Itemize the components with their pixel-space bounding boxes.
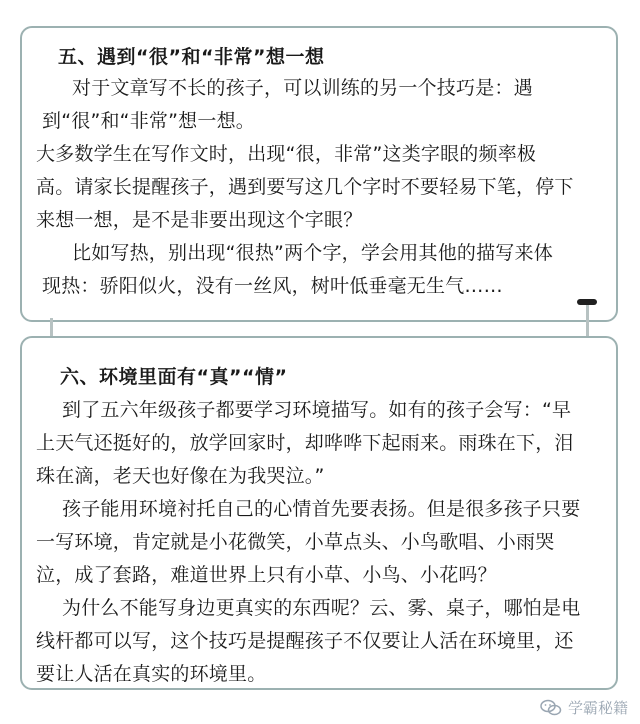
text-line: 珠在滴，老天也好像在为我哭泣。”: [36, 465, 325, 487]
section-6-title: 六、环境里面有“真”“情”: [60, 366, 288, 388]
wechat-icon: [540, 699, 562, 717]
text-line: 现热：骄阳似火，没有一丝风，树叶低垂毫无生气……: [42, 275, 503, 297]
text-line: 孩子能用环境衬托自己的心情首先要表扬。但是很多孩子只要: [62, 498, 581, 520]
section-6-card: [20, 336, 618, 690]
text-line: 到“很”和“非常”想一想。: [42, 110, 255, 132]
section-5-paragraph-2: [36, 138, 574, 237]
watermark-text: 学霸秘籍: [567, 699, 628, 717]
text-line: 要让人活在真实的环境里。: [36, 663, 267, 685]
section-6-paragraph-2: [36, 493, 581, 592]
text-line: 来想一想，是不是非要出现这个字眼？: [36, 209, 363, 231]
text-line: 大多数学生在写作文时，出现“很，非常”这类字眼的频率极: [36, 143, 537, 165]
section-6-paragraph-3: [36, 592, 581, 691]
section-5-card: [20, 26, 618, 322]
section-5-title: 五、遇到“很”和“非常”想一想: [58, 46, 325, 68]
text-line: 比如写热，别出现“很热”两个字，学会用其他的描写来体: [72, 242, 553, 264]
section-5-paragraph-1: [42, 72, 533, 138]
text-line: 线杆都可以写，这个技巧是提醒孩子不仅要让人活在环境里，还: [36, 630, 574, 652]
text-line: 高。请家长提醒孩子，遇到要写这几个字时不要轻易下笔，停下: [36, 176, 574, 198]
text-line: 为什么不能写身边更真实的东西呢？云、雾、桌子，哪怕是电: [62, 597, 581, 619]
section-6-paragraph-1: [36, 394, 574, 493]
section-5-paragraph-3: [42, 237, 553, 303]
text-line: 泣，成了套路，难道世界上只有小草、小鸟、小花吗？: [36, 564, 497, 586]
text-line: 到了五六年级孩子都要学习环境描写。如有的孩子会写：“早: [62, 399, 572, 421]
text-line: 上天气还挺好的，放学回家时，却哗哗下起雨来。雨珠在下，泪: [36, 432, 574, 454]
text-line: 对于文章写不长的孩子，可以训练的另一个技巧是：遇: [72, 77, 533, 99]
text-line: 一写环境，肯定就是小花微笑，小草点头、小鸟歌唱、小雨哭: [36, 531, 555, 553]
watermark: [540, 697, 628, 718]
right-connector-cap-top: [577, 299, 597, 305]
